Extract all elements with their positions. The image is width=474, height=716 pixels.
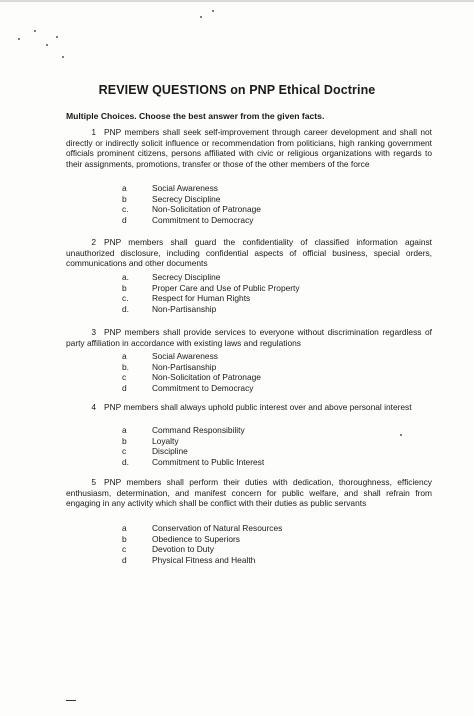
- choice-text: Loyalty: [152, 435, 179, 446]
- choice-item: [122, 446, 264, 457]
- question-4: [66, 402, 432, 413]
- choice-letter: d: [122, 382, 127, 393]
- choice-letter: a: [122, 523, 127, 533]
- scan-speck: [400, 434, 402, 436]
- choice-item: [122, 425, 264, 436]
- question-number: 2: [91, 237, 96, 247]
- choice-text: Non-Solicitation of Patronage: [152, 372, 261, 382]
- choice-letter: a: [122, 425, 127, 435]
- choice-letter: b: [122, 533, 127, 544]
- choice-text: Discipline: [152, 446, 188, 456]
- choice-text: Social Awareness: [152, 183, 218, 193]
- choice-text: Social Awareness: [152, 351, 218, 361]
- choice-text: Conservation of Natural Resources: [152, 523, 283, 533]
- question-2: [66, 237, 432, 269]
- choice-item: [122, 283, 300, 294]
- choice-item: [122, 293, 300, 304]
- scan-speck: [34, 30, 36, 32]
- choice-letter: b: [122, 193, 127, 204]
- choice-letter: a: [122, 351, 127, 361]
- question-number: 5: [91, 477, 96, 487]
- choice-item: [122, 523, 282, 534]
- choice-text: Commitment to Democracy: [152, 214, 254, 225]
- choice-letter: c.: [122, 204, 129, 214]
- choice-text: Proper Care and Use of Public Property: [152, 282, 300, 293]
- scan-speck: [212, 10, 214, 12]
- choices-5: [122, 523, 282, 565]
- choice-text: Non-Partisanship: [152, 361, 217, 372]
- choice-letter: c.: [122, 293, 129, 303]
- question-text: PNP members shall provide services to everyone without discrimination regardless of party affiliation in accordance with existing laws and regulations: [66, 327, 432, 348]
- choice-letter: c: [122, 372, 127, 382]
- choice-item: [122, 362, 261, 373]
- choice-text: Secrecy Discipline: [152, 272, 221, 282]
- choices-4: [122, 425, 264, 467]
- choice-item: [122, 457, 264, 468]
- choice-item: [122, 436, 264, 447]
- choice-letter: b: [122, 435, 127, 446]
- choice-item: [122, 351, 261, 362]
- scan-speck: [18, 38, 20, 40]
- choice-item: [122, 555, 282, 566]
- choices-1: [122, 183, 261, 225]
- choice-letter: d: [122, 554, 127, 565]
- choice-text: Command Responsibility: [152, 425, 245, 435]
- scan-top-edge: [0, 0, 474, 2]
- choice-letter: a.: [122, 272, 129, 282]
- scan-mark: [66, 700, 76, 701]
- choice-text: Non-Partisanship: [152, 303, 217, 314]
- question-5: [66, 477, 432, 509]
- choice-letter: b: [122, 282, 127, 293]
- choice-letter: d: [122, 214, 127, 225]
- choice-letter: d.: [122, 303, 129, 314]
- question-text: PNP members shall seek self-improvement through career development and shall not directly or indirectly solicit influence or recommendation from politicians, high ranking government officials prominent citizens, persons affiliated with civic or religious organizations with regards to their assignments, promotions, transfer or those of the other members of the force: [66, 127, 432, 169]
- choice-item: [122, 544, 282, 555]
- choice-item: [122, 204, 261, 215]
- question-text: PNP members shall always uphold public interest over and above personal interest: [104, 402, 412, 412]
- question-number: 1: [91, 127, 96, 137]
- choice-text: Commitment to Democracy: [152, 382, 254, 393]
- scan-speck: [200, 16, 202, 18]
- question-text: PNP members shall guard the confidentiality of classified information against unauthorized disclosure, including confidential aspects of official business, special orders, communications and other documents: [66, 237, 432, 269]
- question-3: [66, 327, 432, 348]
- choice-item: [122, 383, 261, 394]
- question-1: [66, 127, 432, 169]
- choice-text: Obedience to Superiors: [152, 533, 240, 544]
- choice-item: [122, 372, 261, 383]
- choice-letter: c: [122, 544, 127, 554]
- scan-speck: [62, 56, 64, 58]
- choice-text: Devotion to Duty: [152, 544, 214, 554]
- choices-3: [122, 351, 261, 393]
- choices-2: [122, 272, 300, 314]
- question-number: 4: [91, 402, 96, 412]
- scan-speck: [56, 36, 58, 38]
- page-title: REVIEW QUESTIONS on PNP Ethical Doctrine: [98, 83, 376, 97]
- choice-letter: c: [122, 446, 127, 456]
- question-text: PNP members shall perform their duties with dedication, thoroughness, efficiency enthusiasm, determination, and manifest concern for public welfare, and shall refrain from engaging in any activity which shall be conflict with their duties as public servants: [66, 477, 432, 509]
- question-number: 3: [91, 327, 96, 337]
- choice-text: Non-Solicitation of Patronage: [152, 204, 261, 214]
- choice-text: Commitment to Public Interest: [152, 456, 265, 467]
- choice-item: [122, 183, 261, 194]
- choice-text: Physical Fitness and Health: [152, 554, 256, 565]
- choice-item: [122, 534, 282, 545]
- choice-letter: d.: [122, 456, 129, 467]
- scan-speck: [46, 44, 48, 46]
- choice-item: [122, 304, 300, 315]
- choice-item: [122, 194, 261, 205]
- instructions: Multiple Choices. Choose the best answer from the given facts.: [66, 111, 325, 121]
- choice-text: Secrecy Discipline: [152, 193, 221, 204]
- choice-letter: b.: [122, 361, 129, 372]
- choice-item: [122, 215, 261, 226]
- choice-item: [122, 272, 300, 283]
- choice-text: Respect for Human Rights: [152, 293, 251, 303]
- choice-letter: a: [122, 183, 127, 193]
